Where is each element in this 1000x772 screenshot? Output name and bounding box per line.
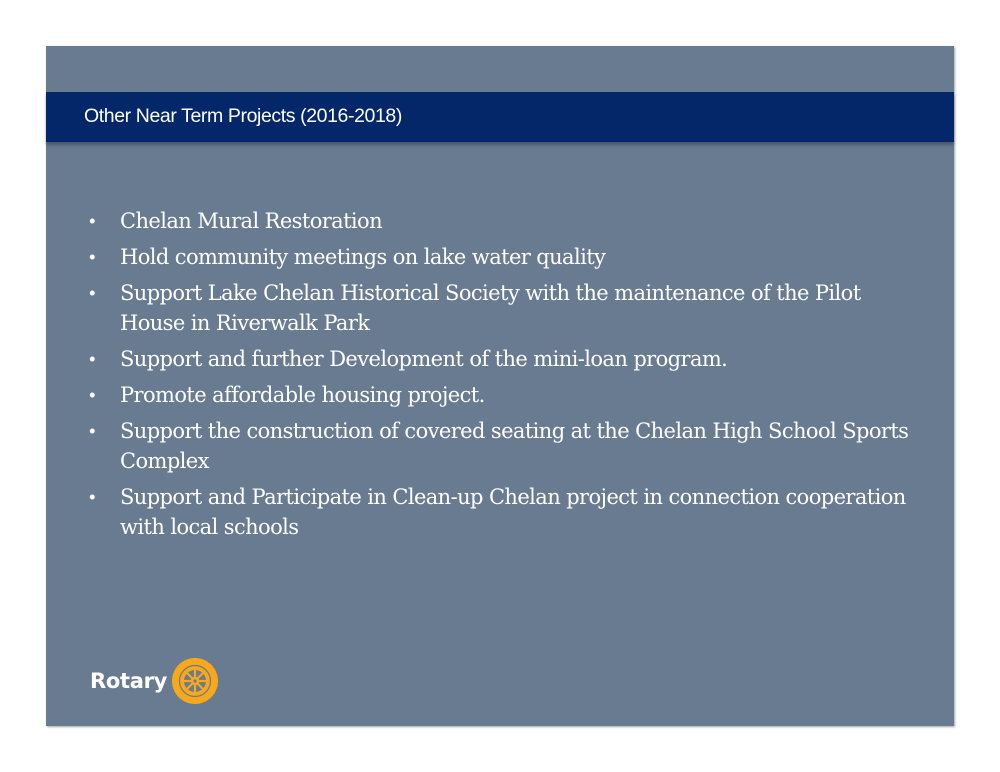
logo-wordmark: Rotary	[90, 669, 168, 693]
bullet-text: Support and further Development of the mini-loan program.	[120, 347, 728, 371]
bullet-item	[84, 206, 924, 236]
bullet-text: Support the construction of covered seating at the Chelan High School Sports Complex	[120, 419, 909, 473]
rotary-wheel-icon	[171, 657, 219, 705]
bullet-item	[84, 278, 924, 338]
slide	[46, 46, 954, 726]
bullet-list	[84, 206, 924, 548]
bullet-text: Hold community meetings on lake water quality	[120, 245, 606, 269]
bullet-marker: •	[89, 283, 95, 303]
bullet-item	[84, 242, 924, 272]
bullet-marker: •	[89, 211, 95, 231]
bullet-item	[84, 482, 924, 542]
bullet-text: Promote affordable housing project.	[120, 383, 485, 407]
rotary-logo	[90, 657, 219, 705]
bullet-marker: •	[89, 385, 95, 405]
bullet-text: Support and Participate in Clean-up Chelan project in connection cooperation with local schools	[120, 485, 906, 539]
bullet-item	[84, 416, 924, 476]
title-bar	[46, 92, 954, 142]
bullet-text: Chelan Mural Restoration	[120, 209, 383, 233]
bullet-marker: •	[89, 247, 95, 267]
bullet-marker: •	[89, 349, 95, 369]
slide-title: Other Near Term Projects (2016-2018)	[84, 105, 402, 127]
bullet-text: Support Lake Chelan Historical Society with the maintenance of the Pilot House in Riverwalk Park	[120, 281, 861, 335]
bullet-item	[84, 344, 924, 374]
bullet-marker: •	[89, 421, 95, 441]
bullet-marker: •	[89, 487, 95, 507]
bullet-item	[84, 380, 924, 410]
